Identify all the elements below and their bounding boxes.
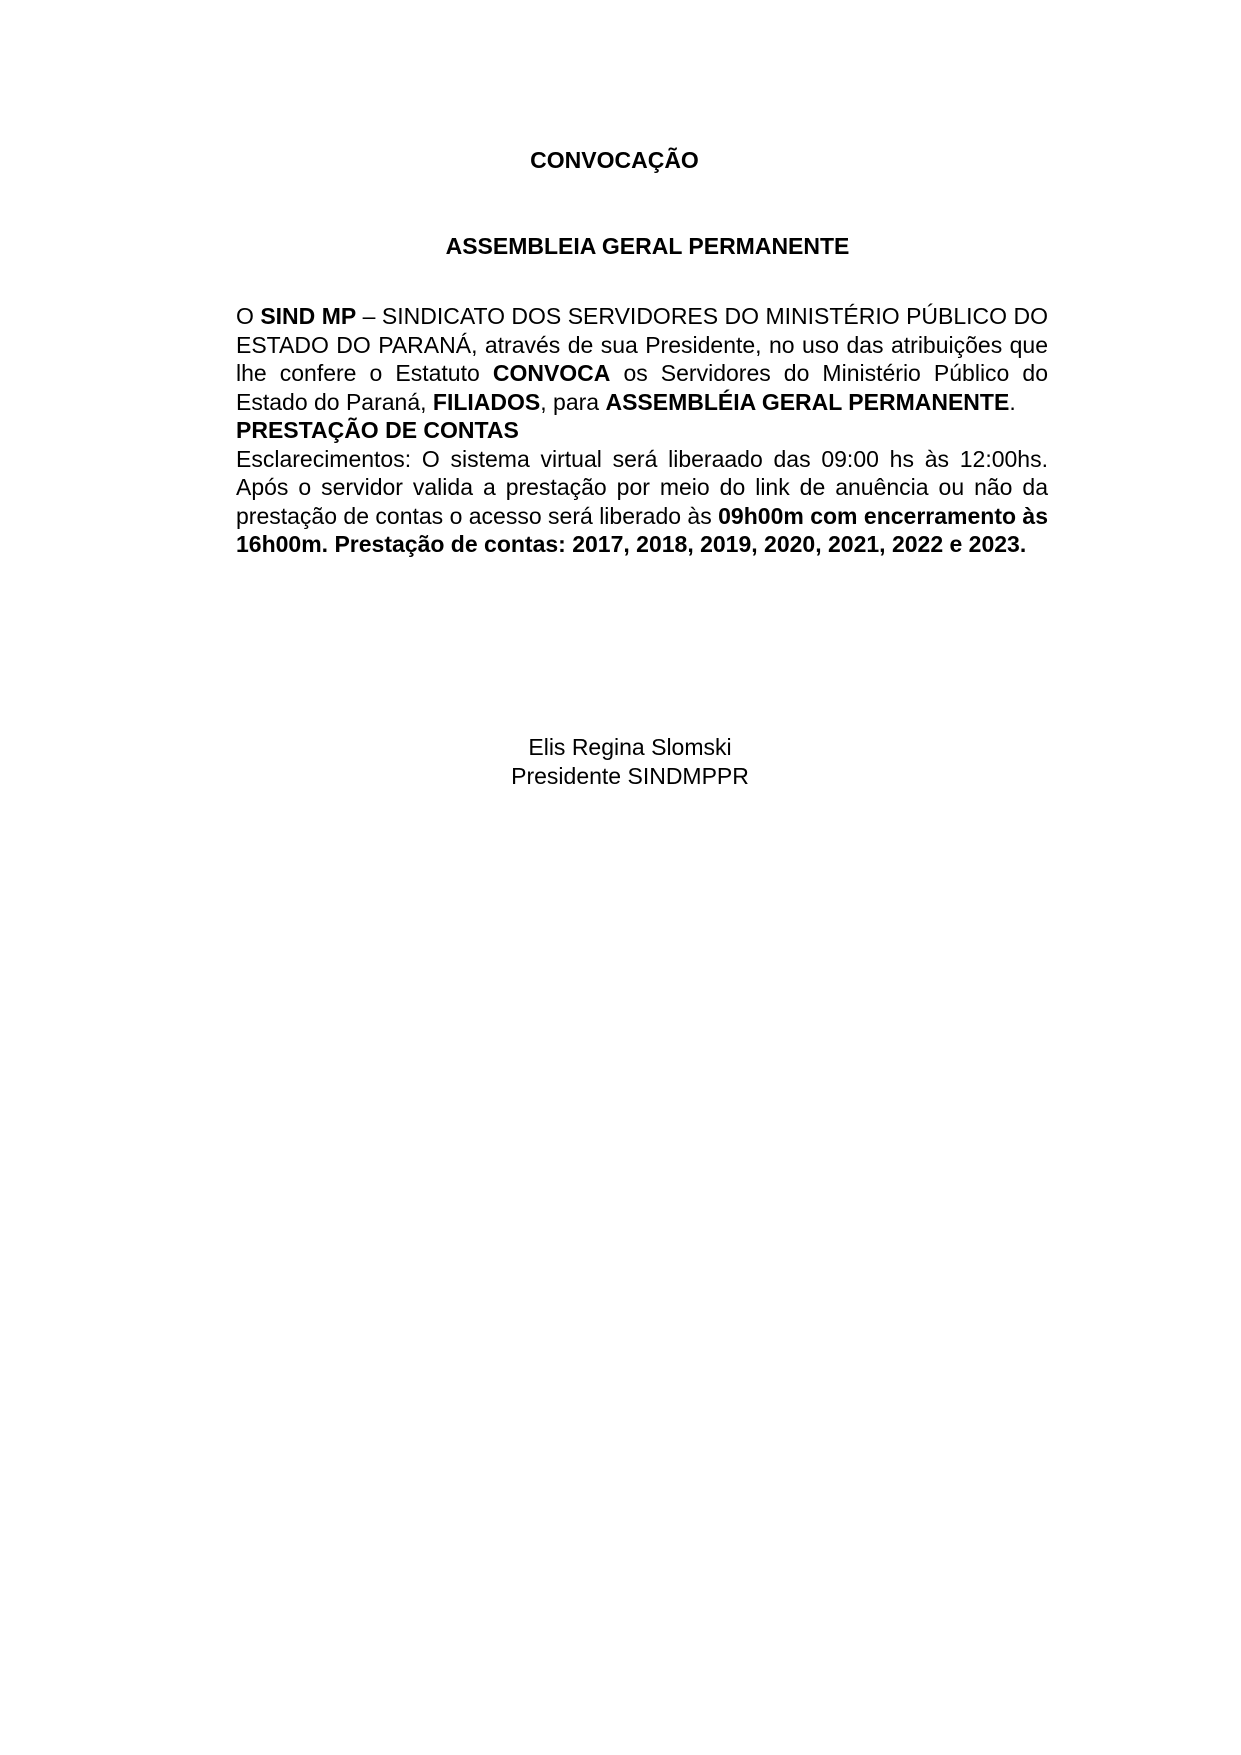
clarification-paragraph xyxy=(236,445,1048,559)
intro-text-4: , para xyxy=(540,388,606,415)
clarification-text: Esclarecimentos: O sistema virtual será liberaado das 09:00 hs às 12:00hs. Após o servidor valida a prestação por meio do link de anuência ou não da prestação de contas o acesso será liberado às xyxy=(236,445,1048,529)
document-body xyxy=(236,302,1048,559)
section-title-prestacao: PRESTAÇÃO DE CONTAS xyxy=(236,417,519,443)
filiados-keyword: FILIADOS xyxy=(432,388,541,415)
intro-paragraph xyxy=(236,302,1048,416)
document-title: CONVOCAÇÃO xyxy=(530,147,699,173)
clarification-bold-text: 09h00m com encerramento às 16h00m. Prestação de contas: 2017, 2018, 2019, 2020, 2021, 2022 e 2023. xyxy=(236,502,1049,557)
signatory-name: Elis Regina Slomski xyxy=(528,734,732,760)
signature-block xyxy=(0,733,1241,790)
assembly-keyword: ASSEMBLÉIA GERAL PERMANENTE xyxy=(605,388,1010,415)
document-subtitle: ASSEMBLEIA GERAL PERMANENTE xyxy=(445,233,850,259)
intro-text-2: – SINDICATO DOS SERVIDORES DO MINISTÉRIO PÚBLICO DO ESTADO DO PARANÁ, através de sua Presidente, no uso das atribuições que lhe confere o Estatuto xyxy=(236,303,1048,386)
signatory-role: Presidente SINDMPPR xyxy=(511,762,749,789)
union-name: SIND MP xyxy=(260,303,357,329)
convoca-keyword: CONVOCA xyxy=(492,360,611,386)
intro-text-3: os Servidores do Ministério Público do Estado do Paraná, xyxy=(236,360,1048,415)
intro-text-1: O xyxy=(236,303,261,329)
intro-text-5: . xyxy=(1009,388,1016,415)
